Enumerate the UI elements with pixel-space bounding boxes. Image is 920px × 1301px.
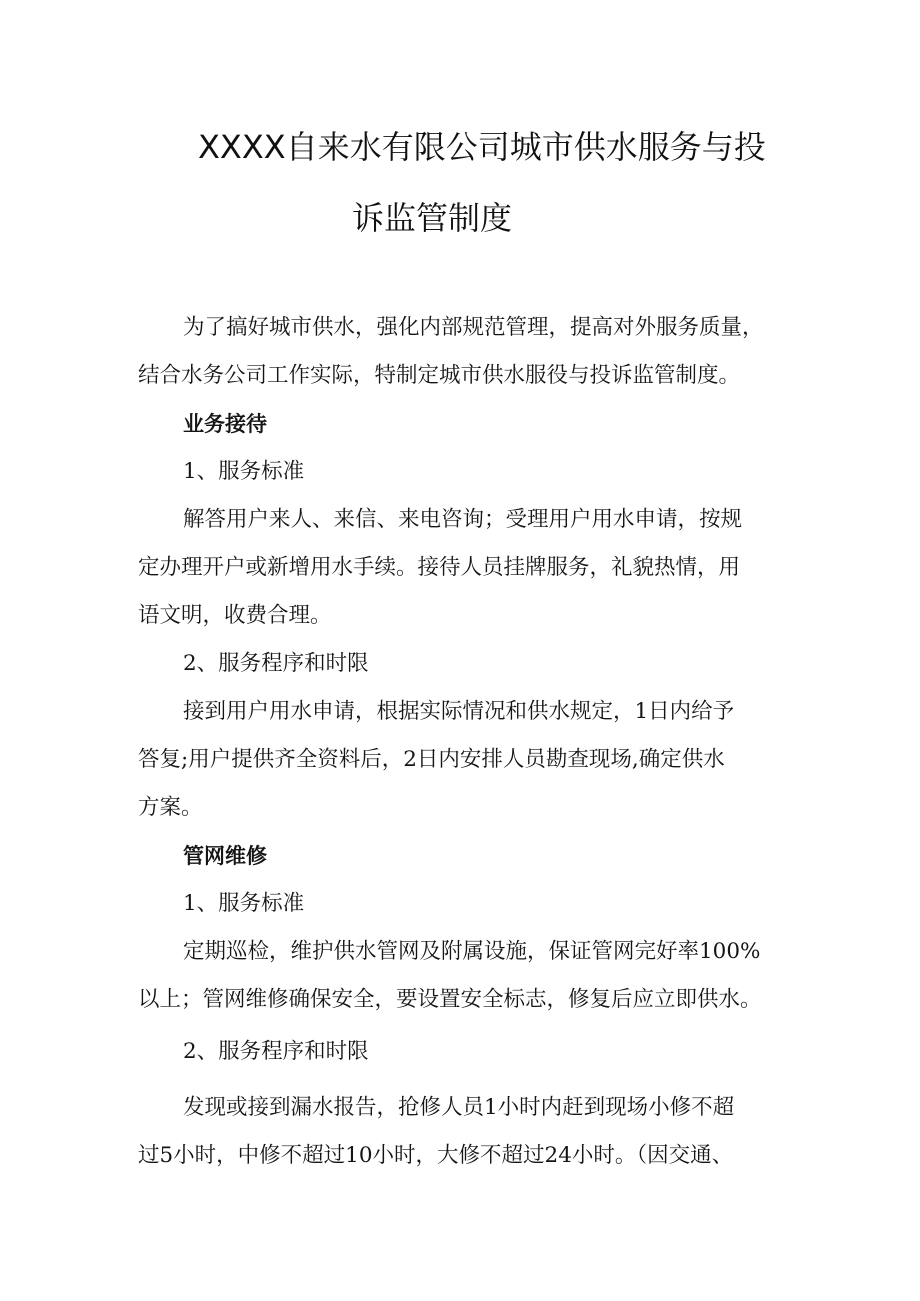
section-heading-reception: 业务接待	[183, 412, 267, 436]
paragraph-line: 语文明，收费合理。	[138, 603, 332, 628]
paragraph-line: 解答用户来人、来信、来电咨询；受理用户用水申请，按规	[183, 507, 743, 532]
intro-paragraph-line: 为了搞好城市供水，强化内部规范管理，提高对外服务质量，	[183, 315, 764, 340]
paragraph-line: 接到用户用水申请，根据实际情况和供水规定，1日内给予	[183, 699, 735, 724]
intro-paragraph-line: 结合水务公司工作实际，特制定城市供水服役与投诉监管制度。	[138, 363, 741, 388]
subsection-heading: 1、服务标准	[183, 891, 305, 916]
paragraph-line: 以上；管网维修确保安全，要设置安全标志，修复后应立即供水。	[138, 987, 762, 1012]
subsection-heading: 1、服务标准	[183, 459, 305, 484]
section-heading-pipe-maintenance: 管网维修	[183, 844, 267, 868]
subsection-heading: 2、服务程序和时限	[183, 1039, 369, 1064]
paragraph-line: 方案。	[138, 795, 203, 820]
subsection-heading: 2、服务程序和时限	[183, 651, 369, 676]
document-title-line-2: 诉监管制度	[352, 199, 513, 237]
document-title-line-1: XXXX自来水有限公司城市供水服务与投	[198, 128, 766, 166]
paragraph-line: 答复;用户提供齐全资料后，2日内安排人员勘查现场,确定供水	[138, 747, 725, 772]
paragraph-line: 定办理开户或新增用水手续。接待人员挂牌服务，礼貌热情，用	[138, 555, 741, 580]
paragraph-line: 过5小时，中修不超过10小时，大修不超过24小时。（因交通、	[138, 1143, 734, 1168]
paragraph-line: 发现或接到漏水报告，抢修人员1小时内赶到现场小修不超	[183, 1095, 735, 1120]
paragraph-line: 定期巡检，维护供水管网及附属设施，保证管网完好率100%	[183, 939, 761, 964]
